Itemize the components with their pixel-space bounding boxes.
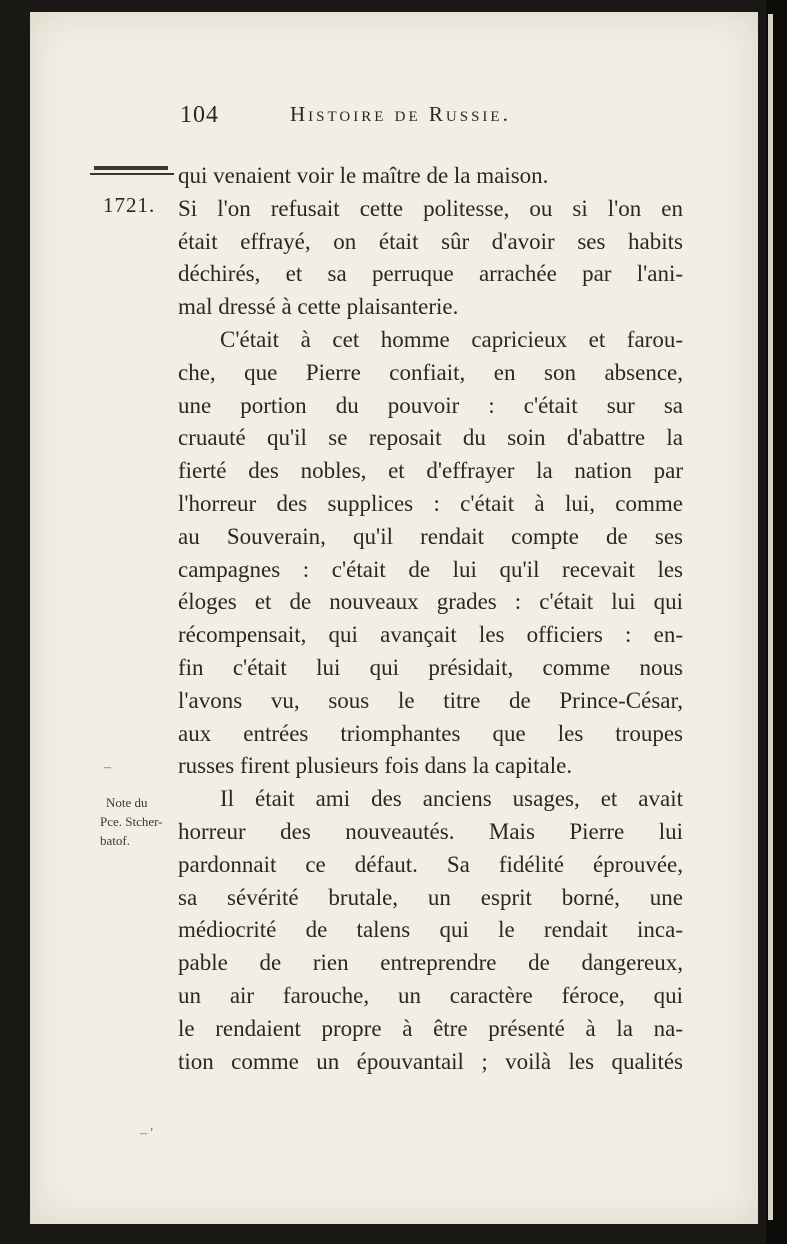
margin-ornament [90,164,176,178]
text-line: l'avons vu, sous le titre de Prince-César, [178,687,683,713]
text-line: une portion du pouvoir : c'était sur sa [178,392,683,418]
text-line: horreur des nouveautés. Mais Pierre lui [178,818,683,844]
text-line: russes firent plusieurs fois dans la capitale. [178,753,573,779]
margin-note-line: batof. [100,833,130,848]
text-line: qui venaient voir le maître de la maison. [178,163,549,188]
page-number: 104 [180,102,219,128]
ornament-bar-bottom [90,173,174,175]
text-line: un air farouche, un caractère féroce, qui [178,982,683,1008]
text-line: fierté des nobles, et d'effrayer la nation par [178,458,683,484]
text-line: médiocrité de talens qui le rendait inca- [178,917,683,943]
text-line: éloges et de nouveaux grades : c'était lui qui [178,589,683,615]
body-text [178,160,683,1078]
margin-note-line: Pce. Stcher- [100,814,163,829]
text-line: mal dressé à cette plaisanterie. [178,294,459,320]
next-sheet-edge [768,14,773,1220]
text-line: pardonnait ce défaut. Sa fidélité éprouvée, [178,851,683,877]
text-line: campagnes : c'était de lui qu'il recevait les [178,556,683,582]
text-line: sa sévérité brutale, un esprit borné, une [178,884,683,910]
margin-year: 1721. [103,193,156,217]
text-line: le rendaient propre à être présenté à la na- [178,1015,683,1041]
page-edge-strip [766,0,787,1244]
text-line: déchirés, et sa perruque arrachée par l'ani- [178,261,683,287]
text-line: C'était à cet homme capricieux et farou- [220,326,683,352]
text-line: cruauté qu'il se reposait du soin d'abattre la [178,425,683,451]
running-title: Histoire de Russie. [290,102,511,126]
margin-note [100,793,163,850]
text-line: fin c'était lui qui présidait, comme nous [178,654,683,680]
text-line: pable de rien entreprendre de dangereux, [178,950,683,976]
text-line: Il était ami des anciens usages, et avait [220,786,683,812]
text-line: au Souverain, qu'il rendait compte de ses [178,523,683,549]
text-line: aux entrées triomphantes que les troupes [178,720,683,746]
text-line: l'horreur des supplices : c'était à lui, comme [178,490,683,516]
text-line: récompensait, qui avançait les officiers : en- [178,622,683,648]
stray-mark: – ' [140,1126,154,1141]
text-line: tion comme un épouvantail ; voilà les qualités [178,1048,683,1074]
text-line: Si l'on refusait cette politesse, ou si l'on en [178,195,683,221]
margin-note-line: Note du [106,795,148,810]
stray-mark: – [104,760,111,775]
ornament-bar-top [94,166,168,170]
text-line: était effrayé, on était sûr d'avoir ses habits [178,228,683,254]
text-line: che, que Pierre confiait, en son absence, [178,359,683,385]
